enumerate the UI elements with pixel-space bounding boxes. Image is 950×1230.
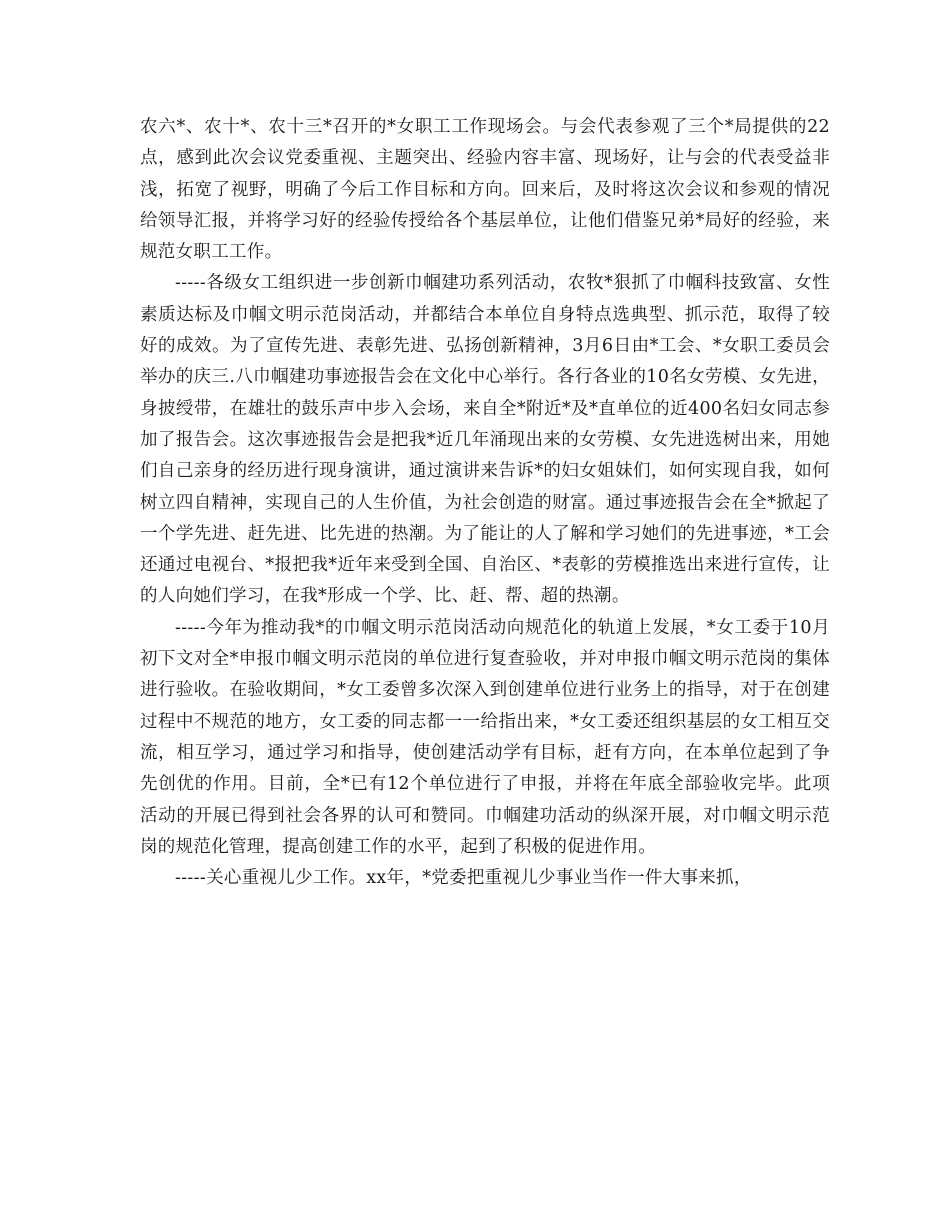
paragraph-women-groups-activities: -----各级女工组织进一步创新巾帼建功系列活动，农牧*狠抓了巾帼科技致富、女性素质达标及巾帼文明示范岗活动，并都结合本单位自身特点选典型、抓示范，取得了较好的成效。为了宣传先进、表彰先进、弘扬创新精神，3月6日由*工会、*女职工委员会举办的庆三.八巾帼建功事迹报告会在文化中心举行。各行各业的10名女劳模、女先进，身披绶带，在雄壮的鼓乐声中步入会场，来自全*附近*及*直单位的近400名妇女同志参加了报告会。这次事迹报告会是把我*近几年涌现出来的女劳模、女先进选树出来，用她们自己亲身的经历进行现身演讲，通过演讲来告诉*的妇女姐妹们，如何实现自我，如何树立四自精神，实现自己的人生价值，为社会创造的财富。通过事迹报告会在全*掀起了一个学先进、赶先进、比先进的热潮。为了能让的人了解和学习她们的先进事迹，*工会还通过电视台、*报把我*近年来受到全国、自治区、*表彰的劳模推选出来进行宣传，让的人向她们学习，在我*形成一个学、比、赶、帮、超的热潮。 (140, 273, 830, 607)
document-body (140, 112, 830, 894)
paragraph-civilized-post-review: -----今年为推动我*的巾帼文明示范岗活动向规范化的轨道上发展，*女工委于10月初下文对全*申报巾帼文明示范岗的单位进行复查验收，并对申报巾帼文明示范岗的集体进行验收。在验收期间，*女工委曾多次深入到创建单位进行业务上的指导，对于在创建过程中不规范的地方，女工委的同志都一一给指出来，*女工委还组织基层的女工相互交流，相互学习，通过学习和指导，使创建活动学有目标，赶有方向，在本单位起到了争先创优的作用。目前，全*已有12个单位进行了申报，并将在年底全部验收完毕。此项活动的开展已得到社会各界的认可和赞同。巾帼建功活动的纵深开展，对巾帼文明示范岗的规范化管理，提高创建工作的水平，起到了积极的促进作用。 (140, 617, 830, 857)
paragraph-children-work: -----关心重视儿少工作。xx年，*党委把重视儿少事业当作一件大事来抓， (175, 868, 752, 889)
paragraph-continuation: 农六*、农十*、农十三*召开的*女职工工作现场会。与会代表参观了三个*局提供的22点，感到此次会议党委重视、主题突出、经验内容丰富、现场好，让与会的代表受益非浅，拓宽了视野，明确了今后工作目标和方向。回来后，及时将这次会议和参观的情况给领导汇报，并将学习好的经验传授给各个基层单位，让他们借鉴兄弟*局好的经验，来规范女职工工作。 (140, 117, 830, 263)
